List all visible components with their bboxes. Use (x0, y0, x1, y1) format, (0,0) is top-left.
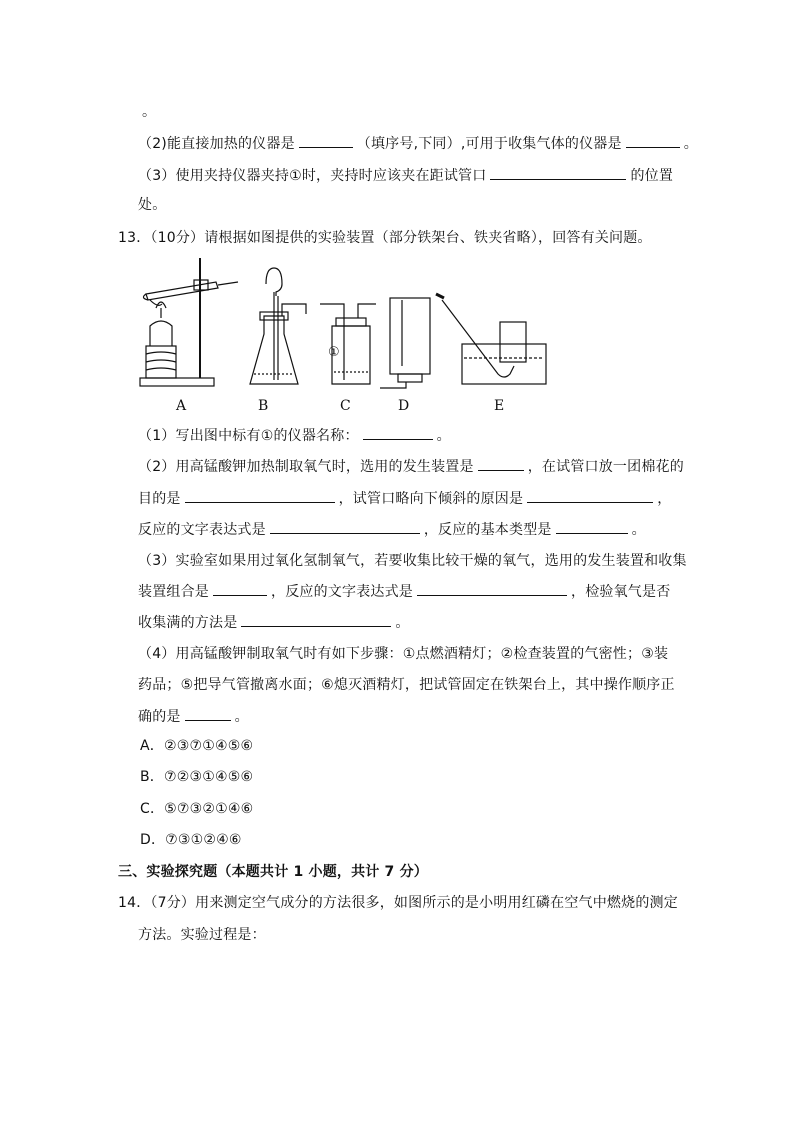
answer-blank[interactable] (478, 456, 524, 471)
apparatus-drawing (132, 256, 552, 396)
answer-blank[interactable] (490, 165, 626, 180)
text-line: 收集满的方法是 。 (138, 612, 410, 633)
question-12-part-2 (138, 133, 698, 154)
text-segment: （3）使用夹持仪器夹持①时，夹持时应该夹在距试管口 (138, 168, 487, 184)
text-segment: （2)能直接加热的仪器是 (138, 136, 295, 152)
choice-b[interactable]: B．⑦②③①④⑤⑥ (140, 769, 254, 785)
apparatus-c (320, 304, 376, 384)
answer-blank[interactable] (213, 581, 267, 596)
text-line: 确的是 。 (138, 706, 249, 727)
question-14-title: 14．（7分）用来测定空气成分的方法很多，如图所示的是小明用红磷在空气中燃烧的测定 (118, 895, 678, 911)
question-13-part-2: （2）用高锰酸钾加热制取氧气时，选用的发生装置是 ，在试管口放一团棉花的 (138, 456, 684, 477)
choice-c[interactable]: C．⑤⑦③②①④⑥ (140, 801, 254, 817)
answer-blank[interactable] (527, 488, 653, 503)
section-heading: 三、实验探究题（本题共计 1 小题，共计 7 分） (118, 864, 428, 880)
question-12-part-3 (138, 165, 673, 186)
marker-label: ① (328, 345, 340, 360)
answer-blank[interactable] (270, 519, 420, 534)
answer-blank[interactable] (363, 425, 433, 440)
question-13-part-1: （1）写出图中标有①的仪器名称： 。 (138, 425, 451, 446)
text-line: 处。 (138, 197, 167, 213)
answer-blank[interactable] (417, 581, 567, 596)
question-13-part-3: （3）实验室如果用过氧化氢制氧气，若要收集比较干燥的氧气，选用的发生装置和收集 (138, 553, 687, 569)
text-line: 装置组合是 ，反应的文字表达式是 ，检验氧气是否 (138, 581, 670, 602)
text-line: 药品；⑤把导气管撤离水面；⑥熄灭酒精灯，把试管固定在铁架台上，其中操作顺序正 (138, 677, 675, 693)
figure-label-b: B (258, 398, 269, 414)
apparatus-figure (132, 256, 552, 416)
answer-blank[interactable] (185, 488, 335, 503)
figure-label-d: D (398, 398, 410, 414)
apparatus-d (380, 298, 430, 388)
question-13-title: 13．（10分）请根据如图提供的实验装置（部分铁架台、铁夹省略），回答有关问题。 (118, 230, 652, 246)
text-segment: 。 (683, 136, 698, 152)
answer-blank[interactable] (556, 519, 628, 534)
answer-blank[interactable] (299, 133, 353, 148)
text-line: 方法。实验过程是： (138, 927, 266, 943)
text-segment: 的位置 (630, 168, 674, 184)
apparatus-b (250, 268, 306, 384)
text-segment: （填序号,下同）,可用于收集气体的仪器是 (356, 136, 622, 152)
text-line: 。 (142, 104, 157, 120)
answer-blank[interactable] (241, 612, 391, 627)
figure-label-c: C (340, 398, 351, 414)
answer-blank[interactable] (626, 133, 680, 148)
figure-label-a: A (176, 398, 187, 414)
choice-d[interactable]: D．⑦③①②④⑥ (140, 832, 242, 848)
apparatus-e (436, 294, 546, 384)
figure-label-e: E (494, 398, 505, 414)
apparatus-a (140, 258, 238, 386)
choice-a[interactable]: A．②③⑦①④⑤⑥ (140, 738, 254, 754)
question-13-part-4: （4）用高锰酸钾制取氧气时有如下步骤：①点燃酒精灯；②检查装置的气密性；③装 (138, 646, 669, 662)
text-line: 目的是 ，试管口略向下倾斜的原因是 ， (138, 488, 671, 509)
text-line: 反应的文字表达式是 ，反应的基本类型是 。 (138, 519, 646, 540)
answer-blank[interactable] (185, 706, 231, 721)
